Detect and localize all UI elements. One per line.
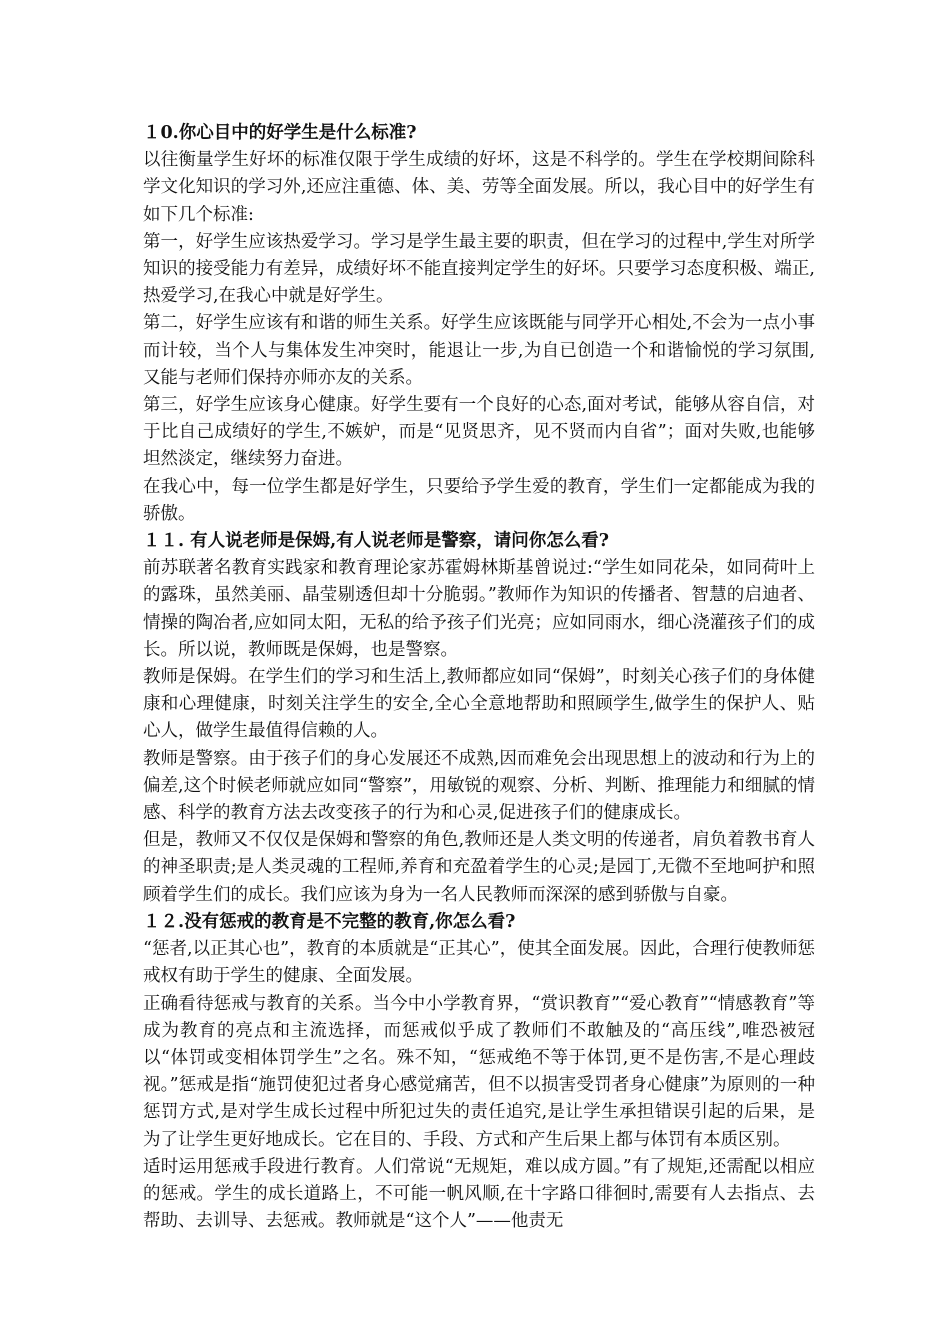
paragraph: 第一，好学生应该热爱学习。学习是学生最主要的职责，但在学习的过程中,学生对所学知识的接受能力有差异，成绩好坏不能直接判定学生的好坏。只要学习态度积极、端正,热爱学习,在我心中就是好学生。 [143, 231, 815, 307]
section-heading-10: １0.你心目中的好学生是什么标准? [143, 123, 417, 143]
document-page [143, 120, 815, 1235]
paragraph: 正确看待惩戒与教育的关系。当今中小学教育界，“赏识教育”“爱心教育”“情感教育”等成为教育的亮点和主流选择，而惩戒似乎成了教师们不敢触及的“高压线”,唯恐被冠以“体罚或变相体罚学生”之名。殊不知，“惩戒绝不等于体罚,更不是伤害,不是心理歧视。”惩戒是指“施罚使犯过者身心感觉痛苦，但不以损害受罚者身心健康”为原则的一种惩罚方式,是对学生成长过程中所犯过失的责任追究,是让学生承担错误引起的后果，是为了让学生更好地成长。它在目的、手段、方式和产生后果上都与体罚有本质区别。 [143, 993, 815, 1150]
paragraph: “惩者,以正其心也”，教育的本质就是“正其心”，使其全面发展。因此，合理行使教师惩戒权有助于学生的健康、全面发展。 [143, 939, 815, 987]
paragraph: 适时运用惩戒手段进行教育。人们常说“无规矩，难以成方圆。”有了规矩,还需配以相应的惩戒。学生的成长道路上，不可能一帆风顺,在十字路口徘徊时,需要有人去指点、去帮助、去训导、去惩戒。教师就是“这个人”——他责无 [143, 1156, 815, 1232]
paragraph: 在我心中，每一位学生都是好学生，只要给予学生爱的教育，学生们一定都能成为我的骄傲。 [143, 476, 815, 524]
paragraph: 教师是保姆。在学生们的学习和生活上,教师都应如同“保姆”，时刻关心孩子们的身体健康和心理健康，时刻关注学生的安全,全心全意地帮助和照顾学生,做学生的保护人、贴心人，做学生最值得信赖的人。 [143, 667, 815, 742]
paragraph: 第三，好学生应该身心健康。好学生要有一个良好的心态,面对考试，能够从容自信，对于比自己成绩好的学生,不嫉妒，而是“见贤思齐，见不贤而内自省”；面对失败,也能够坦然淡定，继续努力奋进。 [143, 395, 815, 470]
paragraph: 教师是警察。由于孩子们的身心发展还不成熟,因而难免会出现思想上的波动和行为上的偏差,这个时候老师就应如同“警察”，用敏锐的观察、分析、判断、推理能力和细腻的情感、科学的教育方法去改变孩子的行为和心灵,促进孩子们的健康成长。 [143, 748, 815, 824]
section-heading-11: １１. 有人说老师是保姆,有人说老师是警察，请问你怎么看? [143, 531, 610, 552]
paragraph: 前苏联著名教育实践家和教育理论家苏霍姆林斯基曾说过:“学生如同花朵，如同荷叶上的露珠，虽然美丽、晶莹剔透但却十分脆弱。”教师作为知识的传播者、智慧的启迪者、情操的陶冶者,应如同太阳，无私的给予孩子们光亮；应如同雨水，细心浇灌孩子们的成长。所以说，教师既是保姆，也是警察。 [143, 558, 815, 660]
section-heading-12: １２.没有惩戒的教育是不完整的教育,你怎么看? [143, 911, 516, 932]
paragraph: 但是，教师又不仅仅是保姆和警察的角色,教师还是人类文明的传递者，肩负着教书育人的神圣职责;是人类灵魂的工程师,养育和充盈着学生的心灵;是园丁,无微不至地呵护和照顾着学生们的成长。我们应该为身为一名人民教师而深深的感到骄傲与自豪。 [143, 830, 815, 905]
paragraph: 第二，好学生应该有和谐的师生关系。好学生应该既能与同学开心相处,不会为一点小事而计较，当个人与集体发生冲突时，能退让一步,为自已创造一个和谐愉悦的学习氛围,又能与老师们保持亦师亦友的关系。 [143, 313, 815, 388]
paragraph: 以往衡量学生好坏的标准仅限于学生成绩的好坏，这是不科学的。学生在学校期间除科学文化知识的学习外,还应注重德、体、美、劳等全面发展。所以，我心目中的好学生有如下几个标准: [143, 150, 815, 225]
